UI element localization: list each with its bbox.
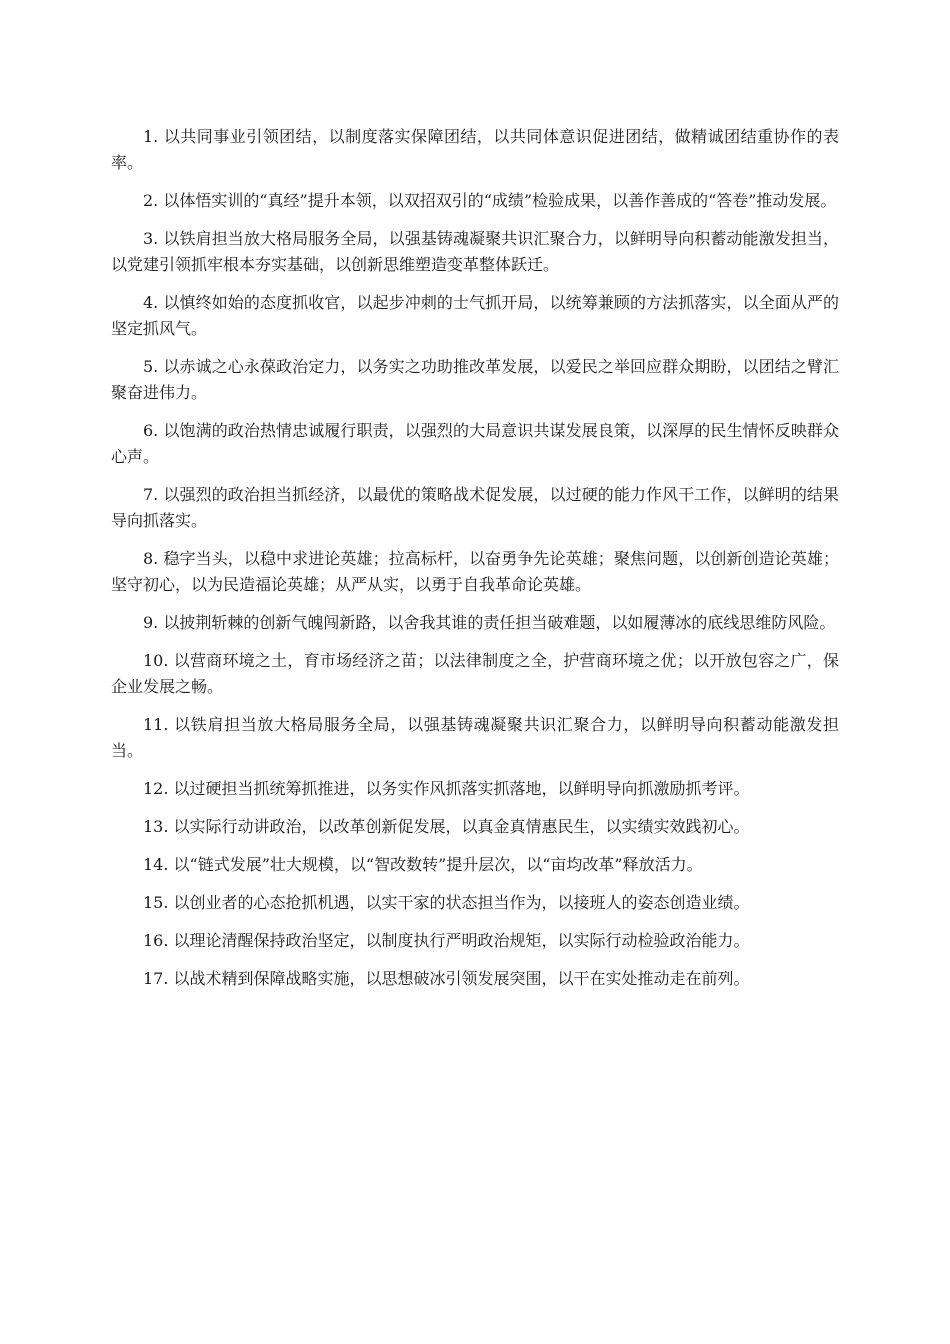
paragraph-12: 12. 以过硬担当抓统筹抓推进，以务实作风抓落实抓落地，以鲜明导向抓激励抓考评。: [143, 779, 750, 798]
paragraph-9: 9. 以披荆斩棘的创新气魄闯新路，以舍我其谁的责任担当破难题，以如履薄冰的底线思维防风险。: [143, 613, 836, 632]
paragraph-3: 3. 以铁肩担当放大格局服务全局，以强基铸魂凝聚共识汇聚合力，以鲜明导向积蓄动能激发担当，以党建引领抓牢根本夯实基础，以创新思维塑造变革整体跃迁。: [111, 229, 839, 274]
paragraph-4: 4. 以慎终如始的态度抓收官，以起步冲刺的士气抓开局，以统筹兼顾的方法抓落实，以全面从严的坚定抓风气。: [111, 293, 839, 338]
paragraph-16: 16. 以理论清醒保持政治坚定，以制度执行严明政治规矩，以实际行动检验政治能力。: [143, 931, 750, 950]
paragraph-8: 8. 稳字当头，以稳中求进论英雄；拉高标杆，以奋勇争先论英雄；聚焦问题，以创新创造论英雄；坚守初心，以为民造福论英雄；从严从实，以勇于自我革命论英雄。: [111, 549, 839, 594]
paragraph-2: 2. 以体悟实训的“真经”提升本领，以双招双引的“成绩”检验成果，以善作善成的“答卷”推动发展。: [143, 191, 837, 210]
paragraph-10: 10. 以营商环境之土，育市场经济之苗；以法律制度之全，护营商环境之优；以开放包容之广，保企业发展之畅。: [111, 651, 839, 696]
paragraph-17: 17. 以战术精到保障战略实施，以思想破冰引领发展突围，以干在实处推动走在前列。: [143, 969, 750, 988]
paragraph-1: 1. 以共同事业引领团结，以制度落实保障团结，以共同体意识促进团结，做精诚团结重协作的表率。: [111, 127, 839, 172]
paragraph-14: 14. 以“链式发展”壮大规模，以“智改数转”提升层次，以“亩均改革”释放活力。: [143, 855, 703, 874]
paragraph-11: 11. 以铁肩担当放大格局服务全局，以强基铸魂凝聚共识汇聚合力，以鲜明导向积蓄动能激发担当。: [111, 715, 839, 760]
paragraph-6: 6. 以饱满的政治热情忠诚履行职责，以强烈的大局意识共谋发展良策，以深厚的民生情怀反映群众心声。: [111, 421, 839, 466]
paragraph-15: 15. 以创业者的心态抢抓机遇，以实干家的状态担当作为，以接班人的姿态创造业绩。: [143, 893, 750, 912]
paragraph-13: 13. 以实际行动讲政治，以改革创新促发展，以真金真情惠民生，以实绩实效践初心。: [143, 817, 750, 836]
paragraph-5: 5. 以赤诚之心永葆政治定力，以务实之功助推改革发展，以爱民之举回应群众期盼，以团结之臂汇聚奋进伟力。: [111, 357, 839, 402]
document-body: [111, 124, 839, 1004]
paragraph-7: 7. 以强烈的政治担当抓经济，以最优的策略战术促发展，以过硬的能力作风干工作，以鲜明的结果导向抓落实。: [111, 485, 839, 530]
